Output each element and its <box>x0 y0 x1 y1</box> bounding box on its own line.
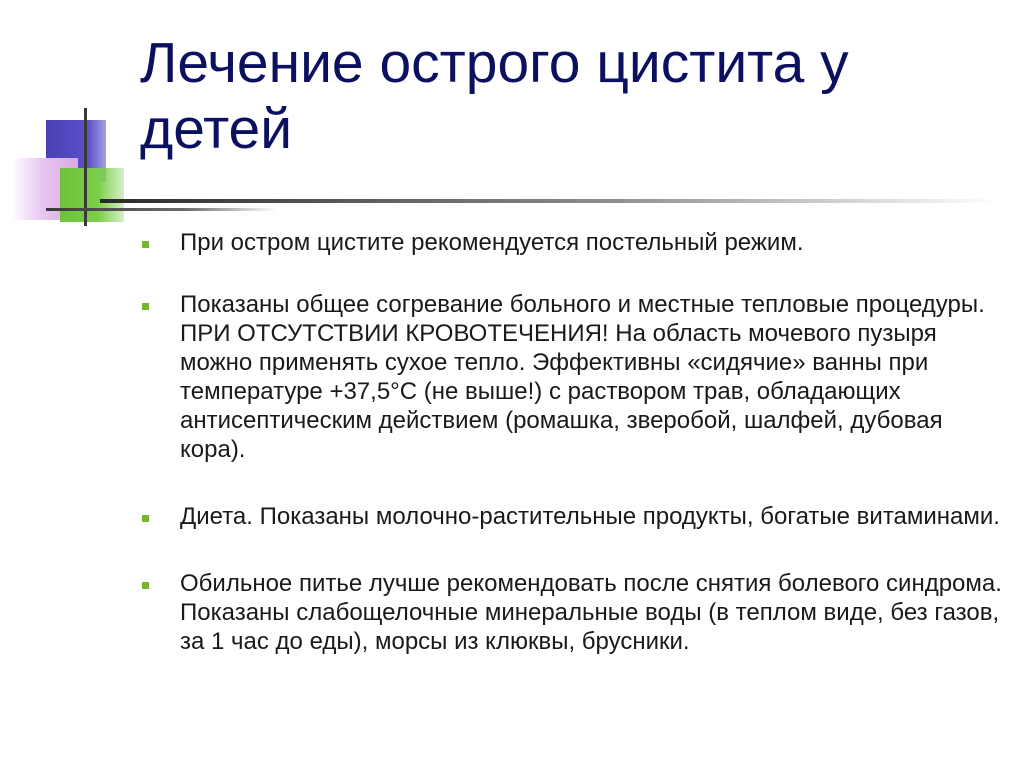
title-divider <box>100 199 1000 203</box>
bullet-text: Диета. Показаны молочно-растительные продукты, богатые витаминами. <box>180 503 1000 530</box>
bullet-text: При остром цистите рекомендуется постельный режим. <box>180 229 804 256</box>
bullet-list <box>142 228 1002 656</box>
bullet-square-icon <box>142 303 149 310</box>
bullet-item <box>142 502 1002 531</box>
bullet-item <box>142 228 1002 257</box>
bullet-square-icon <box>142 582 149 589</box>
slide-title: Лечение острого цистита у детей <box>140 31 849 161</box>
bullet-text: Показаны общее согревание больного и местные тепловые процедуры. ПРИ ОТСУТСТВИИ КРОВОТЕЧЕНИЯ! На область мочевого пузыря можно применять сухое тепло. Эффективны «сидячие» ванны при температуре +37,5°С (не выше!) с раствором трав, обладающих антисептическим действием (ромашка, зверобой, шалфей, дубовая кора). <box>180 291 985 463</box>
decorative-horizontal-line <box>46 208 276 211</box>
bullet-square-icon <box>142 515 149 522</box>
decorative-green-square <box>60 168 124 222</box>
bullet-item <box>142 290 1002 464</box>
bullet-item <box>142 569 1002 656</box>
bullet-text: Обильное питье лучше рекомендовать после снятия болевого синдрома. Показаны слабощелочные минеральные воды (в теплом виде, без газов, за 1 час до еды), морсы из клюквы, брусники. <box>180 570 1002 655</box>
bullet-square-icon <box>142 241 149 248</box>
